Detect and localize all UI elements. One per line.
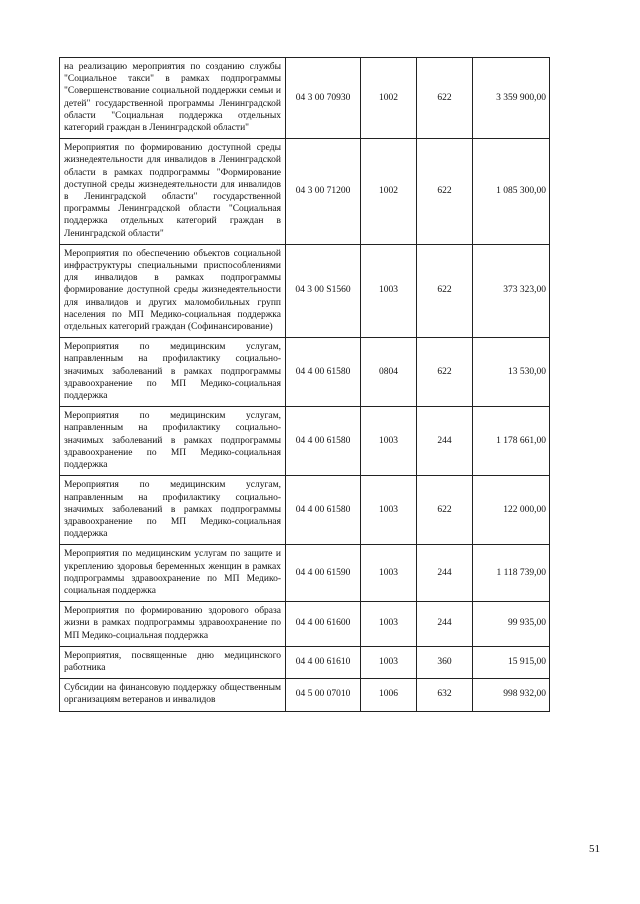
expense-name-cell: Мероприятия по формированию здорового образа жизни в рамках подпрограммы здравоохранение по МП Медико-социальная поддержка	[60, 602, 286, 647]
budget-allocation-table	[59, 57, 550, 712]
expense-type-cell: 244	[417, 545, 473, 602]
table-row	[60, 338, 550, 407]
table-row	[60, 58, 550, 139]
expense-name-cell: Субсидии на финансовую поддержку общественным организациям ветеранов и инвалидов	[60, 679, 286, 711]
table-row	[60, 545, 550, 602]
amount-cell: 373 323,00	[473, 244, 550, 337]
amount-cell: 99 935,00	[473, 602, 550, 647]
expense-type-cell: 622	[417, 139, 473, 245]
target-article-cell: 04 3 00 71200	[286, 139, 361, 245]
target-article-cell: 04 4 00 61610	[286, 646, 361, 678]
amount-cell: 122 000,00	[473, 476, 550, 545]
table-row	[60, 244, 550, 337]
amount-cell: 1 178 661,00	[473, 407, 550, 476]
expense-type-cell: 244	[417, 602, 473, 647]
amount-cell: 15 915,00	[473, 646, 550, 678]
amount-cell: 1 085 300,00	[473, 139, 550, 245]
table-row	[60, 476, 550, 545]
target-article-cell: 04 4 00 61580	[286, 338, 361, 407]
expense-name-cell: на реализацию мероприятия по созданию службы "Социальное такси" в рамках подпрограммы "Совершенствование социальной поддержки семьи и детей" государственной программы Ленинградской области "Социальная поддержка отдельных категорий граждан в Ленинградской области"	[60, 58, 286, 139]
expense-type-cell: 622	[417, 476, 473, 545]
section-code-cell: 1003	[361, 244, 417, 337]
expense-name-cell: Мероприятия по формированию доступной среды жизнедеятельности для инвалидов в Ленинградской области в рамках подпрограммы "Формирование доступной среды жизнедеятельности для инвалидов в Ленинградской области" государственной программы Ленинградской области "Социальная поддержка отдельных категорий граждан в Ленинградской области"	[60, 139, 286, 245]
table-body	[60, 58, 550, 712]
section-code-cell: 1003	[361, 602, 417, 647]
table-row	[60, 139, 550, 245]
section-code-cell: 1006	[361, 679, 417, 711]
target-article-cell: 04 3 00 S1560	[286, 244, 361, 337]
expense-name-cell: Мероприятия по медицинским услугам, направленным на профилактику социально-значимых заболеваний в рамках подпрограммы здравоохранение по МП Медико-социальная поддержка	[60, 476, 286, 545]
section-code-cell: 1003	[361, 407, 417, 476]
section-code-cell: 0804	[361, 338, 417, 407]
table-row	[60, 679, 550, 711]
expense-type-cell: 622	[417, 244, 473, 337]
table-row	[60, 602, 550, 647]
expense-name-cell: Мероприятия по медицинским услугам, направленным на профилактику социально-значимых заболеваний в рамках подпрограммы здравоохранение по МП Медико-социальная поддержка	[60, 407, 286, 476]
amount-cell: 998 932,00	[473, 679, 550, 711]
page-number: 51	[589, 843, 600, 855]
target-article-cell: 04 4 00 61600	[286, 602, 361, 647]
target-article-cell: 04 3 00 70930	[286, 58, 361, 139]
target-article-cell: 04 4 00 61580	[286, 407, 361, 476]
amount-cell: 1 118 739,00	[473, 545, 550, 602]
expense-name-cell: Мероприятия, посвященные дню медицинского работника	[60, 646, 286, 678]
section-code-cell: 1003	[361, 545, 417, 602]
expense-type-cell: 360	[417, 646, 473, 678]
target-article-cell: 04 5 00 07010	[286, 679, 361, 711]
expense-type-cell: 622	[417, 338, 473, 407]
expense-type-cell: 622	[417, 58, 473, 139]
section-code-cell: 1003	[361, 476, 417, 545]
expense-type-cell: 244	[417, 407, 473, 476]
section-code-cell: 1003	[361, 646, 417, 678]
amount-cell: 13 530,00	[473, 338, 550, 407]
amount-cell: 3 359 900,00	[473, 58, 550, 139]
expense-type-cell: 632	[417, 679, 473, 711]
table-row	[60, 646, 550, 678]
expense-name-cell: Мероприятия по медицинским услугам, направленным на профилактику социально-значимых заболеваний в рамках подпрограммы здравоохранение по МП Медико-социальная поддержка	[60, 338, 286, 407]
expense-name-cell: Мероприятия по медицинским услугам по защите и укреплению здоровья беременных женщин в рамках подпрограммы здравоохранение по МП Медико-социальная поддержка	[60, 545, 286, 602]
section-code-cell: 1002	[361, 139, 417, 245]
table-row	[60, 407, 550, 476]
section-code-cell: 1002	[361, 58, 417, 139]
expense-name-cell: Мероприятия по обеспечению объектов социальной инфраструктуры специальными приспособлениями для инвалидов в рамках подпрограммы формирование доступной среды жизнедеятельности для инвалидов и других маломобильных групп населения по МП Медико-социальная поддержка отдельных категорий граждан (Софинансирование)	[60, 244, 286, 337]
target-article-cell: 04 4 00 61580	[286, 476, 361, 545]
target-article-cell: 04 4 00 61590	[286, 545, 361, 602]
